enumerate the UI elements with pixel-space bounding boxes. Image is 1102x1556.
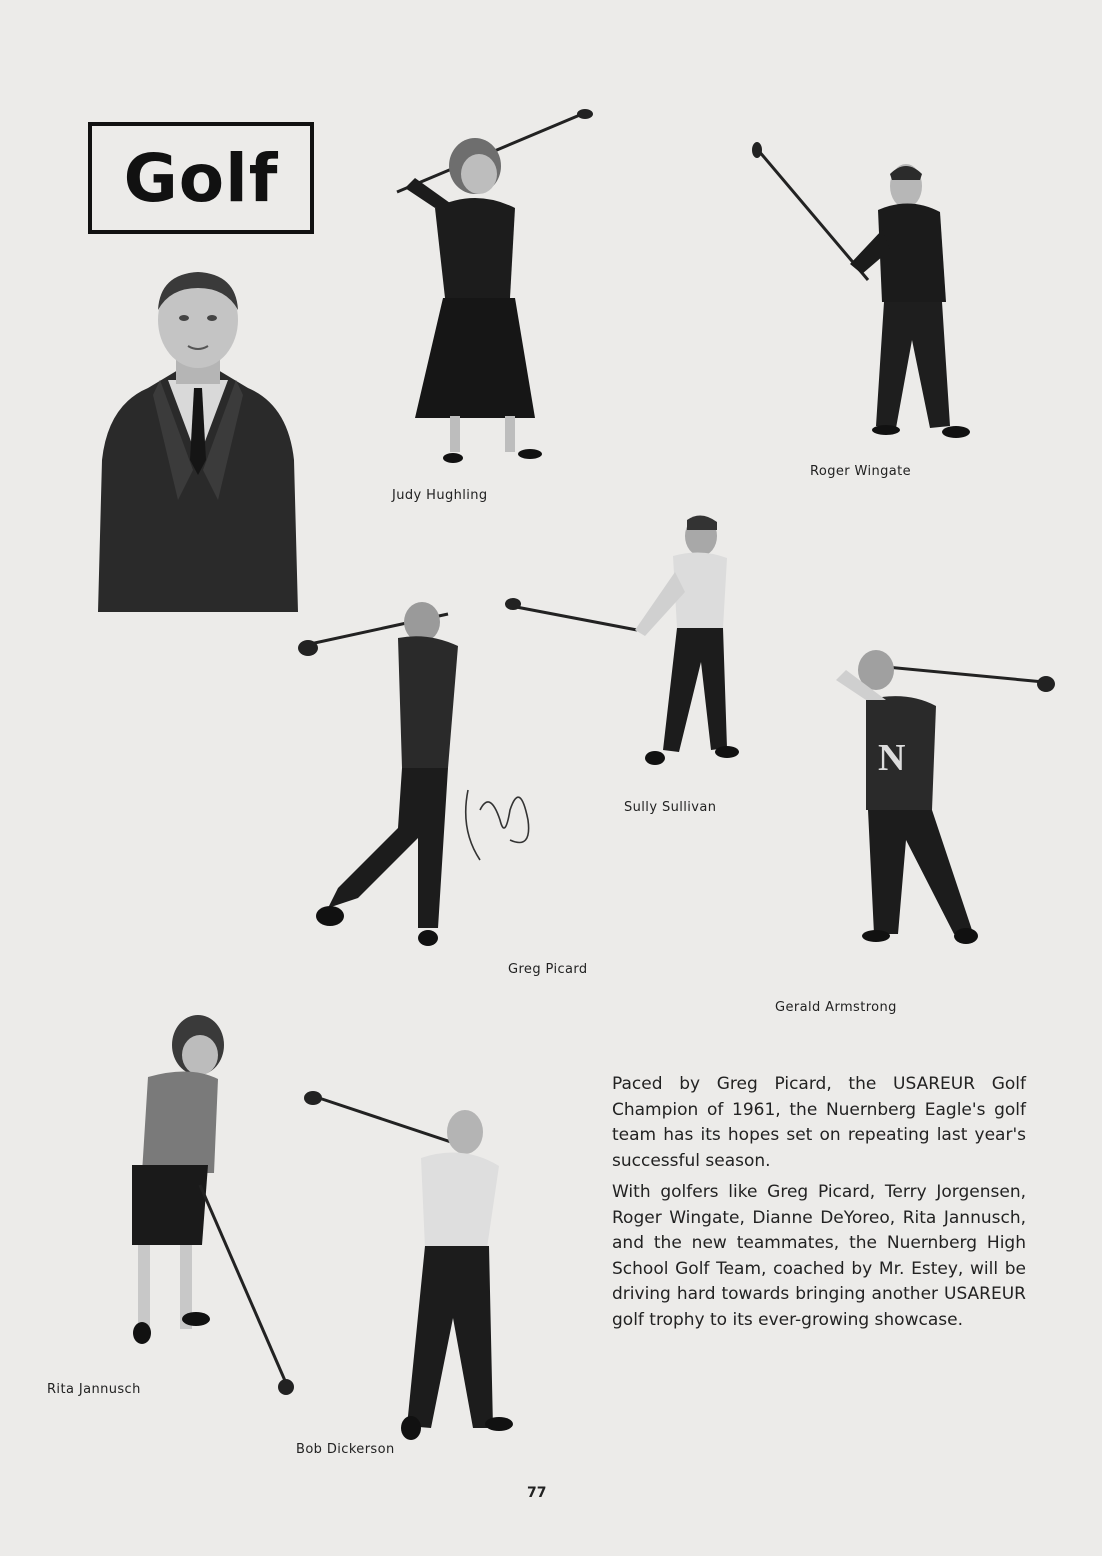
caption-greg-picard: Greg Picard [508, 962, 588, 977]
caption-sully-sullivan: Sully Sullivan [624, 800, 717, 815]
story-paragraph-1: Paced by Greg Picard, the USAREUR Golf Champion of 1961, the Nuernberg Eagle's golf team has its hopes set on repeating last year's successful season. [612, 1074, 1026, 1171]
sully-sullivan-photo [505, 512, 745, 768]
svg-text:N: N [878, 737, 906, 779]
bob-dickerson-photo [303, 1088, 523, 1444]
judy-hughling-photo [395, 108, 595, 468]
greg-signature [450, 770, 540, 870]
story-paragraph-2: With golfers like Greg Picard, Terry Jorgensen, Roger Wingate, Dianne DeYoreo, Rita Jannusch, and the new teammates, the Nuernberg High School Golf Team, coached by Mr. Estey, will be driving hard towards bringing another USAREUR golf trophy to its ever-growing showcase. [612, 1182, 1026, 1330]
roger-wingate-photo [750, 140, 975, 442]
caption-roger-wingate: Roger Wingate [810, 464, 912, 479]
coach-portrait-photo [98, 270, 298, 612]
caption-bob-dickerson: Bob Dickerson [296, 1442, 395, 1457]
page-title-box [88, 122, 314, 234]
gerald-armstrong-photo [836, 630, 1056, 948]
rita-jannusch-photo [128, 1005, 298, 1397]
page-number: 77 [527, 1485, 547, 1501]
caption-judy-hughling: Judy Hughling [392, 488, 488, 503]
caption-gerald-armstrong: Gerald Armstrong [775, 1000, 897, 1015]
story-text [612, 1072, 1026, 1339]
page-title: Golf [123, 139, 279, 217]
caption-rita-jannusch: Rita Jannusch [47, 1382, 141, 1397]
